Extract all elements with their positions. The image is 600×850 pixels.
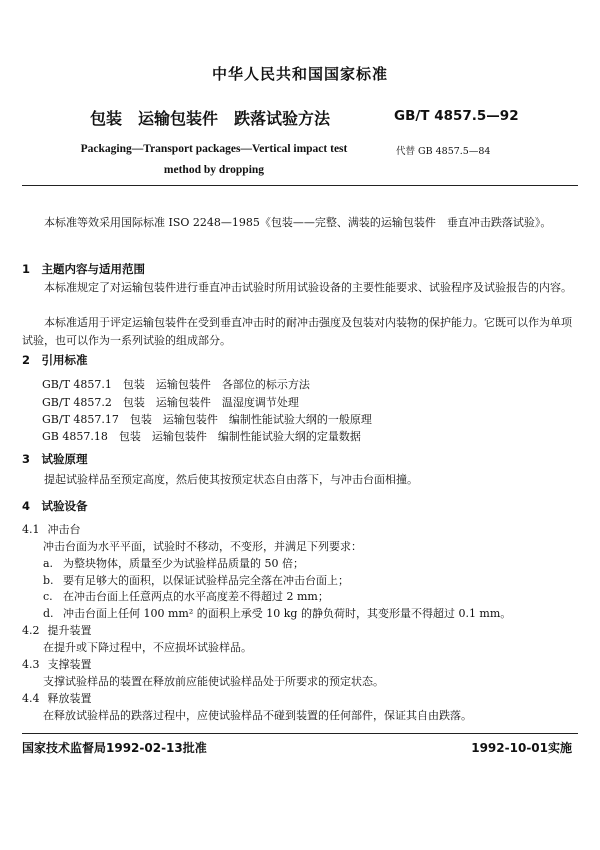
subsection-4-2-text: 在提升或下降过程中，不应损坏试验样品。 xyxy=(43,641,252,654)
implementation-date: 1992-10-01实施 xyxy=(471,741,572,755)
item-text: 为整块物体，质量至少为试验样品质量的 50 倍； xyxy=(63,557,304,570)
replaces-standard-note: 代替 GB 4857.5—84 xyxy=(396,146,491,157)
section-4-heading: 4 试验设备 xyxy=(22,499,88,513)
item-marker: d. xyxy=(43,607,54,620)
subsection-title: 释放装置 xyxy=(47,692,92,705)
item-marker: b. xyxy=(43,574,54,587)
section-1-paragraph-1: 本标准规定了对运输包装件进行垂直冲击试验时所用试验设备的主要性能要求、试验程序及试验报告的内容。 xyxy=(44,281,572,294)
item-marker: c. xyxy=(43,590,53,603)
intro-paragraph: 本标准等效采用国际标准 ISO 2248—1985《包装——完整、满装的运输包装件 垂直冲击跌落试验》。 xyxy=(44,216,552,229)
subsection-number: 4.1 xyxy=(22,523,40,536)
item-text: 在冲击台面上任意两点的水平高度差不得超过 2 mm； xyxy=(63,590,329,603)
referenced-standard-item: GB/T 4857.1 包装 运输包装件 各部位的标示方法 xyxy=(42,378,310,391)
requirement-item xyxy=(43,572,349,588)
item-text: 要有足够大的面积，以保证试验样品完全落在冲击台面上； xyxy=(63,574,349,587)
subsection-4-4-text: 在释放试验样品的跌落过程中，应使试验样品不碰到装置的任何部件，保证其自由跌落。 xyxy=(43,709,472,722)
subsection-4-3-text: 支撑试验样品的装置在释放前应能使试验样品处于所要求的预定状态。 xyxy=(43,675,384,688)
subsection-4-2-heading xyxy=(22,622,92,638)
footer-divider xyxy=(22,733,578,734)
subsection-title: 支撑装置 xyxy=(47,658,92,671)
section-2-heading: 2 引用标准 xyxy=(22,353,88,367)
document-title-chinese: 包装 运输包装件 跌落试验方法 xyxy=(90,109,331,128)
section-3-paragraph: 提起试验样品至预定高度，然后使其按预定状态自由落下，与冲击台面相撞。 xyxy=(44,473,418,486)
section-1-paragraph-2: 本标准适用于评定运输包装件在受到垂直冲击时的耐冲击强度及包装对内装物的保护能力。它既可以作为单项试验，也可以作为一系列试验的组成部分。 xyxy=(22,316,572,347)
referenced-standard-item: GB/T 4857.2 包装 运输包装件 温湿度调节处理 xyxy=(42,396,299,409)
subsection-4-1-text: 冲击台面为水平平面，试验时不移动，不变形，并满足下列要求： xyxy=(43,540,362,553)
document-title-english: Packaging—Transport packages—Vertical impact test method by dropping xyxy=(80,143,348,176)
referenced-standard-item: GB/T 4857.17 包装 运输包装件 编制性能试验大纲的一般原理 xyxy=(42,413,372,426)
subsection-number: 4.3 xyxy=(22,658,40,671)
subsection-4-1-heading xyxy=(22,521,81,537)
item-marker: a. xyxy=(43,557,54,570)
standard-number: GB/T 4857.5—92 xyxy=(394,108,519,124)
referenced-standard-item: GB 4857.18 包装 运输包装件 编制性能试验大纲的定量数据 xyxy=(42,430,361,443)
requirement-item xyxy=(43,605,511,621)
subsection-number: 4.4 xyxy=(22,692,40,705)
subsection-4-4-heading xyxy=(22,690,92,706)
subsection-title: 冲击台 xyxy=(47,523,81,536)
section-1-heading: 1 主题内容与适用范围 xyxy=(22,262,146,276)
approval-date: 国家技术监督局1992-02-13批准 xyxy=(22,741,207,755)
subsection-4-3-heading xyxy=(22,656,92,672)
header-divider xyxy=(22,185,578,186)
requirement-item xyxy=(43,588,329,604)
item-text: 冲击台面上任何 100 mm² 的面积上承受 10 kg 的静负荷时，其变形量不得超过 0.1 mm。 xyxy=(63,607,512,620)
issuing-authority-heading: 中华人民共和国国家标准 xyxy=(211,65,388,83)
subsection-title: 提升装置 xyxy=(47,624,92,637)
subsection-number: 4.2 xyxy=(22,624,40,637)
section-3-heading: 3 试验原理 xyxy=(22,452,88,466)
requirement-item xyxy=(43,555,304,571)
